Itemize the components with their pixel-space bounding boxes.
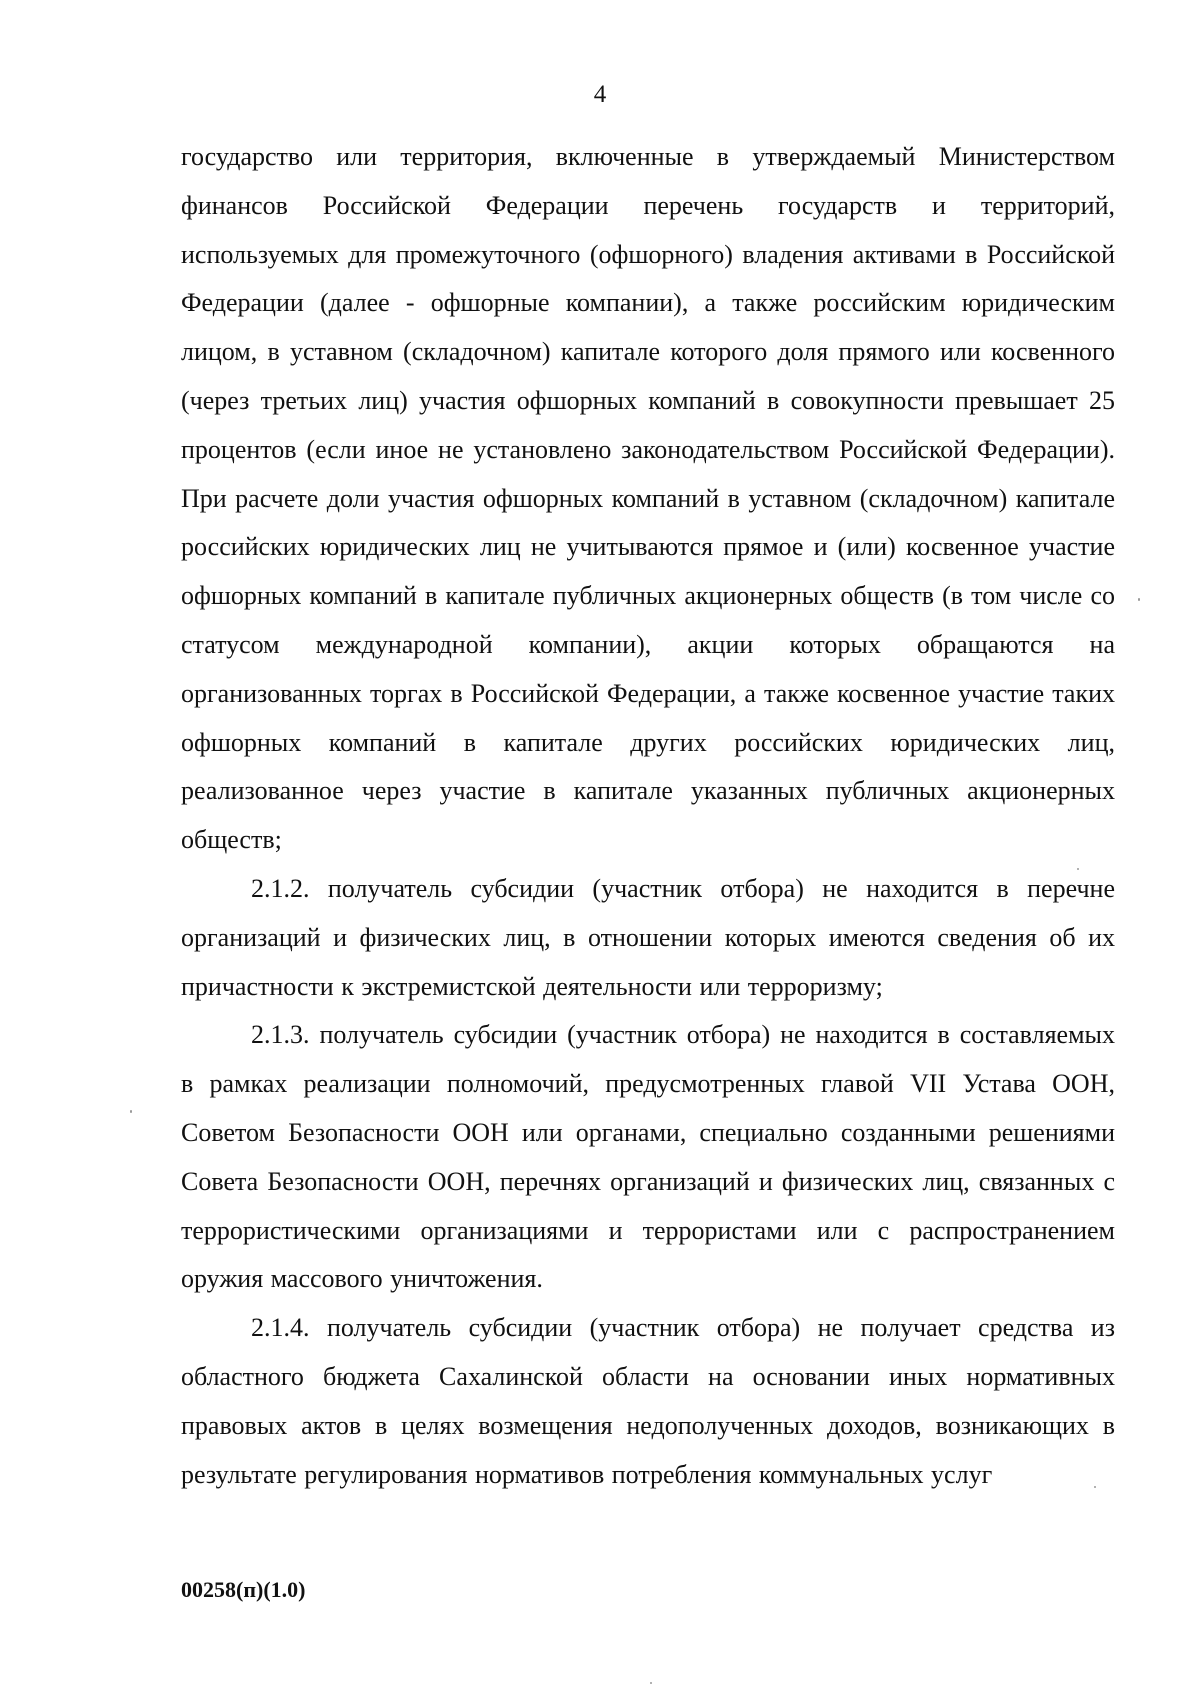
document-code: 00258(п)(1.0) [181,1577,306,1602]
scan-speck [650,1682,652,1684]
scan-speck [1094,1486,1096,1488]
document-body [181,133,1115,1499]
paragraph-2-1-3: 2.1.3. получатель субсидии (участник отбора) не находится в составляемых в рамках реализации полномочий, предусмотренных главой VII Устава ООН, Советом Безопасности ООН или органами, специально созданными решениями Совета Безопасности ООН, перечнях организаций и физических лиц, связанных с террористическими организациями и террористами или с распространением оружия массового уничтожения. [181,1020,1115,1294]
paragraph-2-1-4: 2.1.4. получатель субсидии (участник отбора) не получает средства из областного бюджета Сахалинской области на основании иных нормативных правовых актов в целях возмещения недополученных доходов, возникающих в результате регулирования нормативов потребления коммунальных услуг [181,1313,1115,1489]
scan-speck [1077,868,1079,870]
scan-speck [1138,598,1140,601]
paragraph-continuation: государство или территория, включенные в утверждаемый Министерством финансов Российской Федерации перечень государств и территорий, используемых для промежуточного (офшорного) владения активами в Российской Федерации (далее - офшорные компании), а также российским юридическим лицом, в уставном (складочном) капитале которого доля прямого или косвенного (через третьих лиц) участия офшорных компаний в совокупности превышает 25 процентов (если иное не установлено законодательством Российской Федерации). При расчете доли участия офшорных компаний в уставном (складочном) капитале российских юридических лиц не учитываются прямое и (или) косвенное участие офшорных компаний в капитале публичных акционерных обществ (в том числе со статусом международной компании), акции которых обращаются на организованных торгах в Российской Федерации, а также косвенное участие таких офшорных компаний в капитале других российских юридических лиц, реализованное через участие в капитале указанных публичных акционерных обществ; [181,142,1115,855]
paragraph-2-1-2: 2.1.2. получатель субсидии (участник отбора) не находится в перечне организаций и физических лиц, в отношении которых имеются сведения об их причастности к экстремистской деятельности или терроризму; [181,873,1115,1001]
page-number: 4 [593,81,607,108]
scan-speck [130,1110,132,1113]
